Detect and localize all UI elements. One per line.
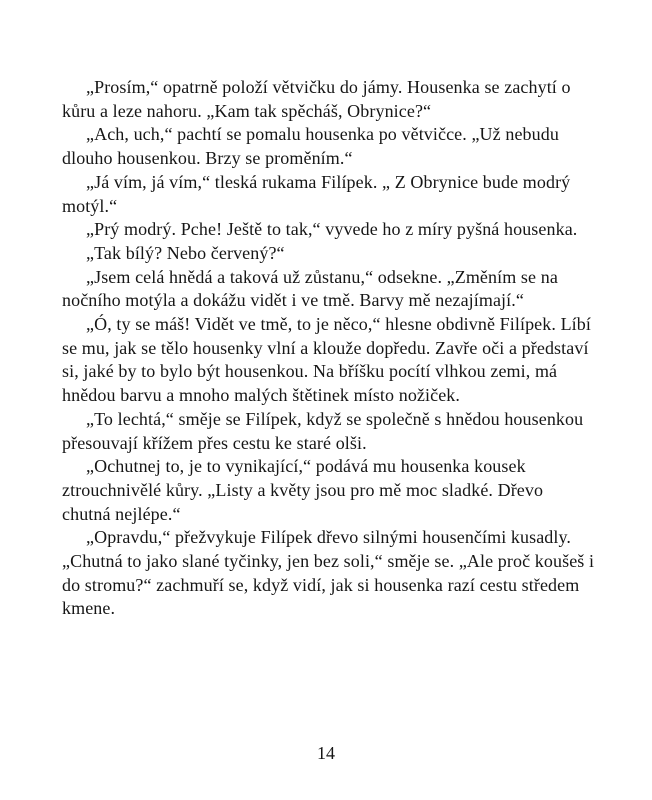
paragraph: „Tak bílý? Nebo červený?“: [86, 242, 285, 263]
paragraph: „To lechtá,“ směje se Filípek, když se společně s hnědou housenkou přesouvají křížem přes cestu ke staré olši.: [62, 408, 584, 453]
story-text: [62, 76, 596, 621]
paragraph: „Prý modrý. Pche! Ještě to tak,“ vyvede ho z míry pyšná housenka.: [86, 219, 578, 240]
paragraph: „Ó, ty se máš! Vidět ve tmě, to je něco,“ hlesne obdivně Filípek. Líbí se mu, jak se tělo housenky vlní a klouže dopředu. Zavře oči a představí si, jaké by to bylo být housenkou. Na bříšku pocítí vlhkou zemi, má hnědou barvu a mnoho malých štětinek místo nožiček.: [62, 314, 591, 406]
paragraph: „Ach, uch,“ pachtí se pomalu housenka po větvičce. „Už nebudu dlouho housenkou. Brzy se proměním.“: [62, 124, 559, 169]
paragraph: „Ochutnej to, je to vynikající,“ podává mu housenka kousek ztrouchnivělé kůry. „Listy a květy jsou pro mě moc sladké. Dřevo chutná nejlépe.“: [62, 456, 544, 524]
paragraph: „Jsem celá hnědá a taková už zůstanu,“ odsekne. „Změním se na nočního motýla a dokážu vidět i ve tmě. Barvy mě nezajímají.“: [62, 266, 558, 311]
paragraph: „Já vím, já vím,“ tleská rukama Filípek. „ Z Obrynice bude modrý motýl.“: [62, 171, 571, 216]
page-number: 14: [317, 743, 335, 763]
paragraph: „Opravdu,“ přežvykuje Filípek dřevo silnými housenčími kusadly. „Chutná to jako slané tyčinky, jen bez soli,“ směje se. „Ale proč koušeš i do stromu?“ zachmuří se, když vidí, jak si housenka razí cestu středem kmene.: [62, 527, 595, 619]
paragraph: „Prosím,“ opatrně položí větvičku do jámy. Housenka se zachytí o kůru a leze nahoru. „Kam tak spěcháš, Obrynice?“: [62, 77, 571, 121]
